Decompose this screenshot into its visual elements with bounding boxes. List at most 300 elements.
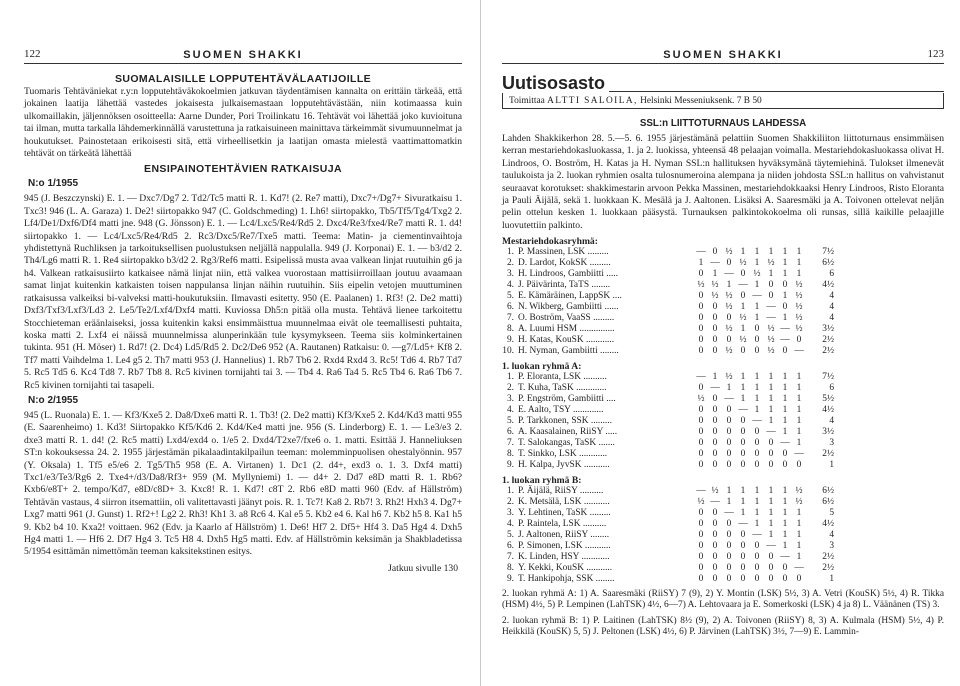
game-result: 1 [754, 394, 760, 405]
player-rank: 1. [506, 372, 514, 383]
right-page-number: 123 [927, 48, 944, 60]
game-result: 1 [740, 302, 746, 313]
game-result: 0 [740, 291, 746, 302]
game-result: 0 [712, 405, 718, 416]
game-result: 0 [726, 405, 732, 416]
player-name: T. Salokangas, TaSK ....... [518, 438, 615, 449]
player-rank: 1. [506, 486, 514, 497]
game-result: 1 [754, 280, 760, 291]
game-result: 0 [768, 460, 774, 471]
standings-row [502, 372, 834, 383]
game-result: — [766, 313, 776, 324]
standings-table [502, 372, 834, 471]
player-rank: 2. [506, 258, 514, 269]
game-result: 1 [796, 405, 802, 416]
player-name: K. Linden, HSY ............ [518, 552, 610, 563]
group-title: 1. luokan ryhmä B: [502, 475, 582, 487]
game-result: 0 [712, 563, 718, 574]
game-result: 1 [782, 313, 788, 324]
player-name: H. Nyman, Gambiitti ........ [518, 346, 619, 357]
player-total: 3 [829, 438, 834, 449]
game-result: 0 [754, 438, 760, 449]
game-result: ½ [739, 313, 747, 324]
game-result: 0 [740, 563, 746, 574]
issue-label-2: N:o 2/1955 [28, 394, 79, 406]
player-name: T. Kuha, TaSK ............. [518, 383, 607, 394]
game-result: 0 [754, 563, 760, 574]
player-total: 4½ [822, 405, 834, 416]
game-result: 0 [782, 449, 788, 460]
game-result: 1 [768, 497, 774, 508]
player-name: P. Tarkkonen, SSK ......... [518, 416, 612, 427]
game-result: — [724, 508, 734, 519]
player-rank: 6. [506, 427, 514, 438]
game-result: ½ [697, 497, 705, 508]
game-result: 0 [698, 449, 704, 460]
game-result: 0 [698, 416, 704, 427]
game-result: 0 [754, 552, 760, 563]
game-result: 0 [754, 324, 760, 335]
game-result: 0 [740, 460, 746, 471]
editor-name: ALTTI SALOILA, [547, 96, 638, 106]
game-result: 1 [782, 394, 788, 405]
game-result: 1 [796, 258, 802, 269]
game-result: ½ [725, 291, 733, 302]
game-result: 0 [698, 427, 704, 438]
game-result: ½ [711, 486, 719, 497]
game-result: 1 [768, 383, 774, 394]
game-result: ½ [795, 486, 803, 497]
game-result: ½ [739, 258, 747, 269]
game-result: 1 [768, 247, 774, 258]
game-result: 0 [740, 530, 746, 541]
player-rank: 9. [506, 574, 514, 585]
game-result: 1 [782, 372, 788, 383]
standings-row [502, 416, 834, 427]
player-rank: 3. [506, 508, 514, 519]
game-result: — [738, 280, 748, 291]
game-result: 1 [782, 486, 788, 497]
game-result: 0 [698, 552, 704, 563]
game-result: 0 [712, 552, 718, 563]
group-report: 2. luokan ryhmä A: 1) A. Saaresmäki (RiiSY) 7 (9), 2) Y. Montin (LSK) 5½, 3) A. Vetri (KouSK) 5½, 4) R. Tikka (HSM) 4½, 5) P. Lempinen (LahTSK) 4½, 6—7) A. Lehtovaara ja E. Somerkoski (LSK) 4 ja 8) L. Väänänen (TS) 3. [502, 589, 944, 611]
game-result: 0 [726, 438, 732, 449]
game-result: 0 [698, 302, 704, 313]
game-result: 0 [698, 269, 704, 280]
player-rank: 7. [506, 552, 514, 563]
game-result: 1 [754, 519, 760, 530]
game-result: — [696, 372, 706, 383]
game-result: 1 [754, 313, 760, 324]
news-heading: SSL:n LIITTOTURNAUS LAHDESSA [639, 118, 807, 129]
game-result: 0 [726, 460, 732, 471]
player-total: 3½ [822, 427, 834, 438]
game-result: 1 [768, 394, 774, 405]
player-total: 4 [829, 291, 834, 302]
player-name: P. Massinen, LSK ......... [518, 247, 609, 258]
game-result: — [780, 438, 790, 449]
game-result: 0 [740, 416, 746, 427]
player-rank: 4. [506, 280, 514, 291]
game-result: 0 [768, 563, 774, 574]
player-total: 3 [829, 541, 834, 552]
game-result: 1 [796, 394, 802, 405]
game-result: ½ [725, 302, 733, 313]
player-total: 4 [829, 302, 834, 313]
game-result: 1 [754, 372, 760, 383]
standings-row [502, 449, 834, 460]
game-result: 0 [712, 394, 718, 405]
player-name: T. Sinkko, LSK ............ [518, 449, 608, 460]
game-result: 0 [698, 405, 704, 416]
game-result: — [696, 247, 706, 258]
game-result: ½ [753, 269, 761, 280]
section-title: Uutisosasto [502, 73, 606, 93]
game-result: 1 [782, 519, 788, 530]
game-result: 0 [726, 427, 732, 438]
game-result: 1 [754, 486, 760, 497]
right-page [481, 0, 960, 686]
game-result: 1 [768, 530, 774, 541]
game-result: 0 [768, 291, 774, 302]
game-result: 0 [712, 313, 718, 324]
standings-row [502, 383, 834, 394]
game-result: ½ [711, 291, 719, 302]
game-result: 1 [782, 497, 788, 508]
player-rank: 5. [506, 291, 514, 302]
game-result: 0 [698, 346, 704, 357]
game-result: ½ [795, 302, 803, 313]
standings-row [502, 258, 834, 269]
player-total: 4 [829, 416, 834, 427]
game-result: 1 [754, 508, 760, 519]
player-total: 5½ [822, 394, 834, 405]
game-result: 1 [796, 427, 802, 438]
player-total: 3½ [822, 324, 834, 335]
player-total: 6½ [822, 497, 834, 508]
player-total: 7½ [822, 247, 834, 258]
game-result: 0 [782, 280, 788, 291]
player-rank: 6. [506, 302, 514, 313]
player-name: E. Kämäräinen, LappSK .... [518, 291, 622, 302]
player-total: 2½ [822, 449, 834, 460]
game-result: 1 [712, 269, 718, 280]
masthead-address: Helsinki Messeniuksenk. 7 B 50 [640, 96, 762, 106]
player-rank: 10. [502, 346, 514, 357]
game-result: 1 [796, 530, 802, 541]
game-result: 0 [698, 313, 704, 324]
player-name: D. Lardot, KokSK ......... [518, 258, 611, 269]
game-result: 0 [782, 460, 788, 471]
player-name: P. Engström, Gambiitti .... [518, 394, 616, 405]
game-result: 1 [782, 530, 788, 541]
game-result: 1 [740, 394, 746, 405]
game-result: 0 [698, 541, 704, 552]
game-result: 1 [768, 519, 774, 530]
article-heading: SUOMALAISILLE LOPPUTEHTÄVÄLAATIJOILLE [114, 73, 372, 85]
game-result: 0 [782, 346, 788, 357]
player-name: N. Wikberg, Gambiitti ...... [518, 302, 619, 313]
standings-row [502, 438, 834, 449]
game-result: 1 [754, 258, 760, 269]
player-name: E. Aalto, TSY ............. [518, 405, 604, 416]
game-result: 1 [726, 383, 732, 394]
game-result: 0 [740, 427, 746, 438]
game-result: 0 [754, 541, 760, 552]
game-result: ½ [767, 324, 775, 335]
game-result: — [696, 486, 706, 497]
game-result: — [780, 552, 790, 563]
game-result: 1 [740, 383, 746, 394]
player-total: 6½ [822, 258, 834, 269]
standings-row [502, 324, 834, 335]
game-result: 0 [712, 247, 718, 258]
standings-row [502, 574, 834, 585]
player-total: 4 [829, 530, 834, 541]
game-result: — [738, 405, 748, 416]
group-reports [502, 589, 944, 638]
game-result: — [766, 541, 776, 552]
game-result: 0 [754, 335, 760, 346]
game-result: 1 [754, 405, 760, 416]
game-result: 1 [796, 541, 802, 552]
player-total: 2½ [822, 563, 834, 574]
game-result: 0 [796, 335, 802, 346]
game-result: ½ [795, 280, 803, 291]
game-result: 1 [754, 247, 760, 258]
game-result: 0 [712, 302, 718, 313]
standings-row [502, 313, 834, 324]
player-name: P. Äijälä, RiiSY .......... [518, 486, 604, 497]
game-result: 1 [740, 486, 746, 497]
game-result: — [794, 346, 804, 357]
game-result: 0 [768, 552, 774, 563]
game-result: 1 [712, 372, 718, 383]
standings-row [502, 405, 834, 416]
player-rank: 2. [506, 497, 514, 508]
game-result: 0 [754, 427, 760, 438]
player-rank: 8. [506, 563, 514, 574]
game-result: 0 [740, 269, 746, 280]
game-result: 1 [796, 519, 802, 530]
continued-note: Jatkuu sivulle 130 [388, 562, 458, 574]
left-page-number: 122 [24, 48, 41, 60]
solutions-heading: ENSIPAINOTEHTÄVIEN RATKAISUJA [144, 163, 342, 176]
solutions-text-1: 945 (J. Beszczynski) E. 1. — Dxc7/Dg7 2. Td2/Tc5 matti R. 1. Kd7! (2. Re7 matti), Dxc7+/Dg7+ Sivuratkaisu 1. Txc3! 946 (L. A. Garaza) 1. De2! siirtopakko 947 (C. Goldschmeding) 1. Lh6! siirtopakko, Tb5/Tf5/Tg4/Txg2 2. Lf4/De1/Dxf6/Df4 matti jne. 948 (G. Jönsson) E. 1. — Lc4/Lxc5/Re4/Rd5 2. Dxc4/Re3/fxe4/Re7 matti R. 1. d4! siirtopakko 1. — Lc4/Lxc5/Re4/Rd5 2. Rc3/Dxc5/Re7/Txe5 matti. Teema: Matin- ja ciementinvaihtoja yhdistettynä Ruchliksen ja tarkoituksellisen puolustuksen neljällä nappulalla. 949 (J. Korponai) E. 1. — b3/d2 2. Th4/Lg6 matti R. 1. Re4 siirtopakko b3/d2 2. Rg3/Ref6 matti. Esipelissä musta avaa valkean linjat ruutuihin g6 ja h4. Valkean ratkaisusiirto katkaisee nämä linjat niin, että valkea vuorostaan mattisiirroillaan joutuu avaamaan samat linjat kuitenkin katkaisten toisen nappulansa linjan näihin ruutuihin. Siis eipelin vetojen muuttuminen ratkaisussa valkeiksi bi-valveksi matti-houkutuksiin. Ilmavasti esitetty. 950 (E. Paalanen) 1. Rf3! (2. De2 matti) Dxf3/Txf3/Lxf3/Ld3 2. Le5/Te2/Lxf4/Dxf4 matti. Kuviossa Dh5:n pitää olla musta. Tehtävä lienee tarkoitettu Stocchieteman eräänlaiseksi, jossa kuitenkin kaksi ensimmäisttua muunnelmaa eivät ole teemallisesti puhtaita, koska matti 2. Lxf4 ei näissä muunnelmissa alunperinkään tule kysymykseen. Teema siis kolminkertainen tukinta. 951 (H. Möser) 1. Rd7! (2. Dc4) Ld5/Rd5 2. Dc2/De6 952 (A. Rautanen) Ratkaisu: 0. —g7/Ld5+ Kf8 2. Tf7 matti Vaihdelma 1. Le4 g5 2. Th7 matti 953 (J. Hannelius) 1. Rb7 Tb6 2. Rxd4 Rxd4 3. Rc5! Td6 4. Rb7 Td7 5. Rc5 Td5 6. Kc4 Td8 7. Rb7 Tb8 8. Rc5 kivinen tornijahti tai 3. — Tb4 4. Ra6 Ta4 5. Rc5 Tb4 6. Ra6 Tb6 7. Rc5 kivinen tornijahti tai tasapeli. [24, 193, 462, 391]
game-result: 0 [726, 574, 732, 585]
game-result: 0 [740, 449, 746, 460]
game-result: — [710, 383, 720, 394]
player-total: 7½ [822, 372, 834, 383]
standings-row [502, 346, 834, 357]
game-result: ½ [795, 497, 803, 508]
masthead-prefix: Toimittaa [509, 96, 545, 106]
game-result: 0 [768, 438, 774, 449]
game-result: 1 [740, 508, 746, 519]
player-name: O. Boström, VaaSS ......... [518, 313, 615, 324]
game-result: 1 [782, 541, 788, 552]
issue-label-1: N:o 1/1955 [28, 178, 79, 190]
game-result: 1 [796, 438, 802, 449]
section-masthead [502, 73, 944, 93]
standings-row [502, 335, 834, 346]
standings-row [502, 508, 834, 519]
game-result: — [724, 394, 734, 405]
game-result: — [724, 269, 734, 280]
masthead-rule [609, 91, 944, 92]
game-result: 0 [712, 324, 718, 335]
player-rank: 5. [506, 530, 514, 541]
standings-row [502, 394, 834, 405]
game-result: — [794, 449, 804, 460]
standings-row [502, 530, 834, 541]
player-rank: 5. [506, 416, 514, 427]
player-name: K. Metsälä, LSK ........... [518, 497, 610, 508]
player-name: A. Luumi HSM ............... [518, 324, 615, 335]
standings-row [502, 519, 834, 530]
game-result: — [794, 563, 804, 574]
player-name: P. Simonen, LSK ........... [518, 541, 611, 552]
game-result: 1 [782, 291, 788, 302]
game-result: 0 [726, 541, 732, 552]
standings-row [502, 302, 834, 313]
standings-row [502, 269, 834, 280]
game-result: — [780, 324, 790, 335]
game-result: 0 [712, 519, 718, 530]
game-result: 1 [782, 405, 788, 416]
game-result: 0 [768, 449, 774, 460]
game-result: 1 [768, 416, 774, 427]
game-result: 1 [782, 416, 788, 427]
game-result: 0 [698, 519, 704, 530]
game-result: 1 [782, 383, 788, 394]
game-result: — [752, 530, 762, 541]
standings-row [502, 460, 834, 471]
game-result: 1 [782, 508, 788, 519]
player-name: Y. Lehtinen, TaSK ......... [518, 508, 611, 519]
game-result: 1 [754, 383, 760, 394]
standings-row [502, 497, 834, 508]
game-result: ½ [725, 346, 733, 357]
game-result: 0 [726, 416, 732, 427]
player-total: 1 [829, 460, 834, 471]
standings-row [502, 291, 834, 302]
game-result: 0 [712, 427, 718, 438]
game-result: 1 [726, 497, 732, 508]
standings-table [502, 486, 834, 585]
player-total: 5 [829, 508, 834, 519]
game-result: 1 [726, 280, 732, 291]
game-result: 0 [740, 552, 746, 563]
game-result: 0 [740, 346, 746, 357]
game-result: 0 [712, 449, 718, 460]
player-rank: 2. [506, 383, 514, 394]
player-total: 4½ [822, 280, 834, 291]
game-result: ½ [767, 346, 775, 357]
game-result: 0 [698, 291, 704, 302]
game-result: 1 [740, 247, 746, 258]
player-total: 2½ [822, 335, 834, 346]
game-result: 0 [698, 508, 704, 519]
game-result: 0 [726, 449, 732, 460]
game-result: 0 [712, 530, 718, 541]
player-total: 2½ [822, 552, 834, 563]
standings-row [502, 541, 834, 552]
game-result: — [780, 335, 790, 346]
game-result: 0 [698, 530, 704, 541]
game-result: — [738, 519, 748, 530]
player-total: 2½ [822, 346, 834, 357]
game-result: 0 [712, 460, 718, 471]
game-result: 1 [698, 258, 704, 269]
game-result: 0 [712, 508, 718, 519]
game-result: — [710, 497, 720, 508]
masthead-box [502, 93, 944, 109]
game-result: 1 [782, 269, 788, 280]
masthead-editor-line [509, 96, 762, 106]
game-result: 0 [726, 258, 732, 269]
player-name: H. Katas, KouSK ............ [518, 335, 615, 346]
game-result: 1 [754, 497, 760, 508]
game-result: 0 [754, 574, 760, 585]
player-rank: 9. [506, 335, 514, 346]
game-result: 0 [726, 530, 732, 541]
right-running-head [502, 44, 944, 64]
player-name: H. Kalpa, JyvSK ........... [518, 460, 610, 471]
player-total: 6 [829, 269, 834, 280]
group-report: 2. luokan ryhmä B: 1) P. Laitinen (LahTSK) 8½ (9), 2) A. Toivonen (RiiSY) 8, 3) A. Kulmala (HSM) 5½, 4) P. Heikkilä (KouSK) 5, 5) J. Peltonen (LSK) 4½, 6) P. Järvinen (LahTSK) 3½, 7—9) E. Lammin- [502, 615, 944, 637]
left-running-head [24, 44, 462, 64]
player-rank: 9. [506, 460, 514, 471]
game-result: 0 [768, 574, 774, 585]
game-result: 1 [740, 497, 746, 508]
game-result: ½ [739, 335, 747, 346]
player-name: T. Hankipohja, SSK ........ [518, 574, 615, 585]
game-result: 1 [740, 372, 746, 383]
game-result: 0 [754, 346, 760, 357]
game-result: 1 [796, 372, 802, 383]
player-rank: 4. [506, 405, 514, 416]
game-result: 1 [796, 508, 802, 519]
game-result: 0 [726, 552, 732, 563]
game-result: 0 [796, 460, 802, 471]
game-result: 1 [796, 416, 802, 427]
game-result: ½ [697, 394, 705, 405]
player-total: 6 [829, 383, 834, 394]
player-rank: 1. [506, 247, 514, 258]
player-rank: 4. [506, 519, 514, 530]
game-result: 0 [782, 574, 788, 585]
game-result: ½ [697, 280, 705, 291]
game-result: 0 [698, 460, 704, 471]
right-running-title: SUOMEN SHAKKI [663, 49, 783, 61]
game-result: 0 [740, 541, 746, 552]
game-result: 1 [768, 269, 774, 280]
standings-row [502, 486, 834, 497]
game-result: 0 [768, 280, 774, 291]
game-result: — [710, 258, 720, 269]
game-result: 0 [698, 563, 704, 574]
left-running-title: SUOMEN SHAKKI [183, 49, 303, 61]
game-result: — [752, 416, 762, 427]
game-result: 1 [796, 383, 802, 394]
game-result: 0 [754, 460, 760, 471]
group-title: Mestariehdokasryhmä: [502, 236, 598, 248]
game-result: 0 [782, 302, 788, 313]
standings-row [502, 427, 834, 438]
game-result: 0 [712, 346, 718, 357]
player-total: 4 [829, 313, 834, 324]
